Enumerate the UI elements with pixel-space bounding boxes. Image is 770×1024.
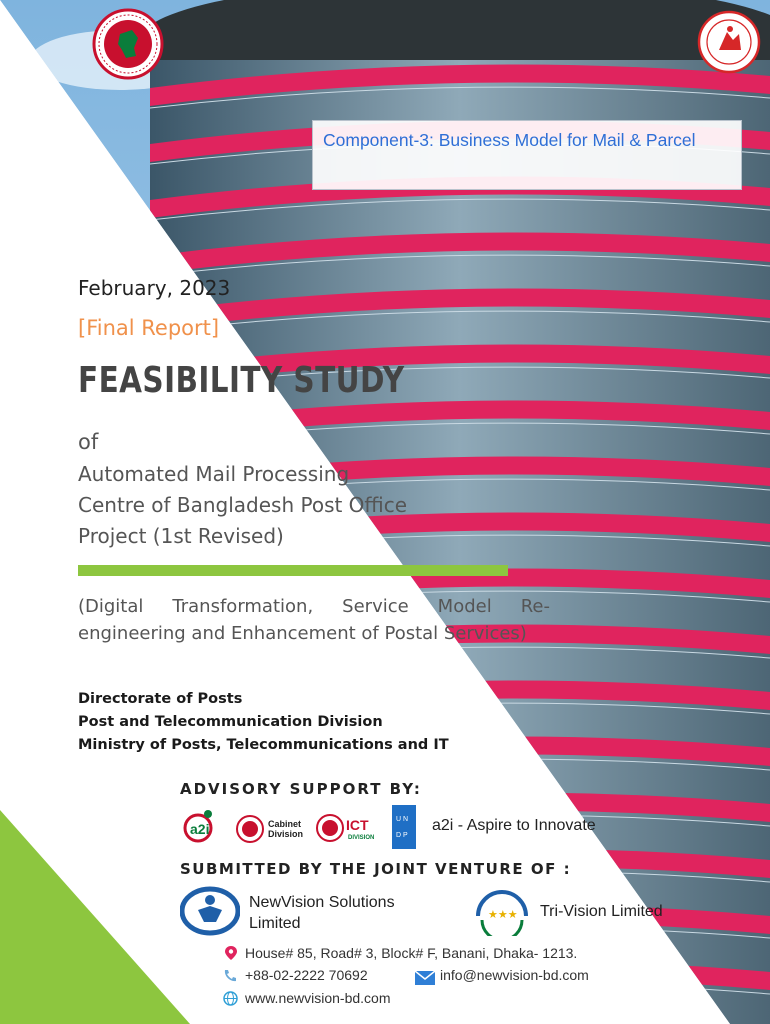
- org-line: Directorate of Posts: [78, 691, 243, 707]
- partner-newvision: NewVision Solutions Limited: [249, 894, 395, 932]
- advisory-heading: ADVISORY SUPPORT BY:: [180, 780, 422, 798]
- contact-address: House# 85, Road# 3, Block# F, Banani, Dhaka- 1213.: [245, 945, 578, 961]
- svg-text:D P: D P: [396, 832, 408, 839]
- subtitle-line: Project (1st Revised): [78, 524, 284, 548]
- ict-logo-sub: DIVISION: [348, 835, 375, 841]
- report-date: February, 2023: [78, 276, 231, 300]
- government-seal-logo: [92, 8, 164, 84]
- subtitle-line: Automated Mail Processing: [78, 462, 350, 486]
- trivision-logo: [472, 886, 532, 940]
- report-title: FEASIBILITY STUDY: [78, 360, 405, 401]
- contact-website: www.newvision-bd.com: [245, 990, 391, 1006]
- a2i-logo-text: a2i: [190, 821, 210, 837]
- cabinet-division-logo: [236, 812, 308, 850]
- report-scope: (Digital Transformation, Service Model Re-engineering and Enhancement of Postal Services): [78, 596, 550, 644]
- report-type: [Final Report]: [78, 316, 220, 340]
- org-line: Ministry of Posts, Telecommunications and IT: [78, 737, 449, 753]
- subtitle-line: Centre of Bangladesh Post Office: [78, 493, 408, 517]
- report-subtitle: [78, 459, 498, 552]
- partner-trivision: Tri-Vision Limited: [540, 903, 663, 920]
- joint-venture-heading: SUBMITTED BY THE JOINT VENTURE OF :: [180, 860, 572, 878]
- email-icon: [415, 970, 435, 989]
- newvision-logo: [180, 886, 240, 940]
- globe-icon: [223, 991, 238, 1010]
- bangladesh-post-logo: [697, 10, 761, 78]
- component-label: Component-3: Business Model for Mail & Parcel: [312, 120, 742, 190]
- report-of: of: [78, 430, 99, 454]
- svg-text:Cabinet: Cabinet: [268, 819, 302, 829]
- org-line: Post and Telecommunication Division: [78, 714, 383, 730]
- location-icon: [224, 945, 238, 965]
- ict-logo-text: ICT: [346, 817, 369, 833]
- a2i-full-name: a2i - Aspire to Innovate: [432, 817, 596, 834]
- contact-email: info@newvision-bd.com: [440, 967, 589, 983]
- phone-icon: [222, 968, 238, 988]
- undp-logo: [392, 805, 416, 853]
- svg-text:U N: U N: [396, 816, 409, 823]
- green-divider: [78, 565, 508, 576]
- svg-text:★★★: ★★★: [488, 908, 518, 921]
- ict-division-logo: [316, 810, 386, 850]
- svg-text:Division: Division: [268, 829, 304, 839]
- contact-phone: +88-02-2222 70692: [245, 967, 368, 983]
- a2i-logo: [178, 806, 230, 850]
